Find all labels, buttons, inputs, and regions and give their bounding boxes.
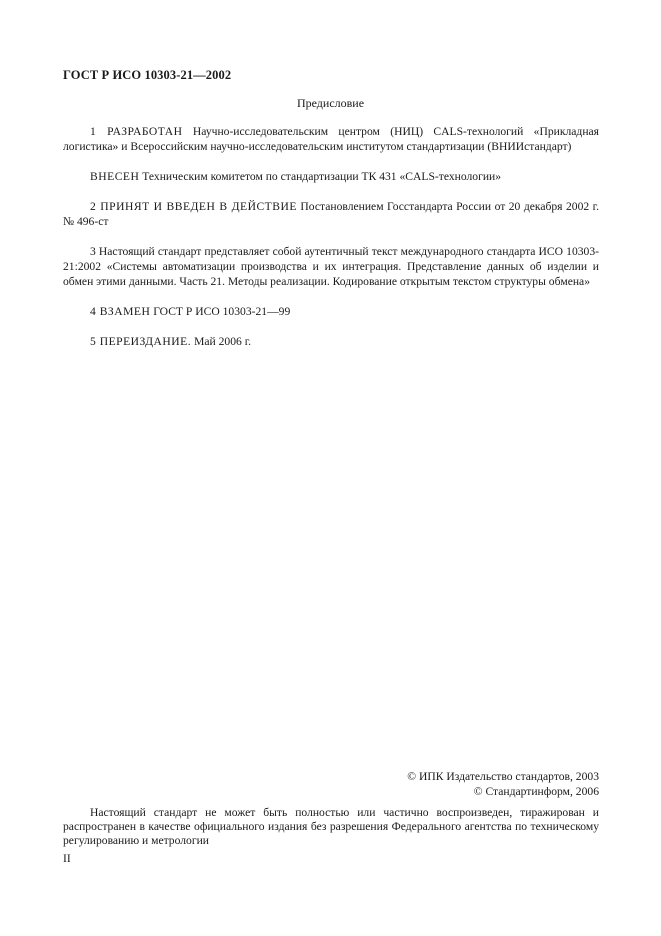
page-number: II <box>63 852 71 865</box>
preface-body <box>63 124 599 364</box>
preface-item-lead: ВНЕСЕН <box>90 170 140 183</box>
preface-item-lead: 2 ПРИНЯТ И ВВЕДЕН В ДЕЙСТВИЕ <box>90 200 297 213</box>
preface-title: Предисловие <box>296 96 365 110</box>
preface-item-text: ГОСТ Р ИСО 10303-21—99 <box>150 305 291 318</box>
preface-item-1 <box>63 124 599 154</box>
copyright-line-standartinform: © Стандартинформ, 2006 <box>473 785 599 798</box>
preface-item-2 <box>63 199 599 229</box>
preface-item-3 <box>63 244 599 289</box>
preface-item-text: 3 Настоящий стандарт представляет собой аутентичный текст международного стандарта ИСО 10303-21:2002 «Системы автоматизации производства и их интеграция. Представление данных об изделии и обмен этими данными. Часть 21. Методы реализации. Кодирование открытым текстом структуры обмена» <box>63 245 599 288</box>
preface-item-text: Научно-исследовательским центром (НИЦ) CALS-технологий «Прикладная логистика» и Всероссийским научно-исследовательским институтом стандартизации (ВНИИстандарт) <box>63 125 600 153</box>
preface-item-text: Май 2006 г. <box>191 335 252 348</box>
document-code: ГОСТ Р ИСО 10303-21—2002 <box>63 68 232 82</box>
reproduction-notice: Настоящий стандарт не может быть полностью или частично воспроизведен, тиражирован и распространен в качестве официального издания без разрешения Федерального агентства по техническому регулированию и метрологии <box>63 806 599 847</box>
preface-item-text: Техническим комитетом по стандартизации ТК 431 «CALS-технологии» <box>139 170 502 183</box>
preface-item-submitted <box>63 169 599 184</box>
copyright-block <box>300 769 599 799</box>
preface-item-lead: 1 РАЗРАБОТАН <box>90 125 183 138</box>
preface-item-lead: 4 ВЗАМЕН <box>90 305 151 318</box>
preface-item-5 <box>63 334 599 349</box>
preface-item-4 <box>63 304 599 319</box>
preface-item-text: Постановлением Госстандарта России от 20 декабря 2002 г. № 496-ст <box>63 200 599 228</box>
preface-item-lead: 5 ПЕРЕИЗДАНИЕ. <box>90 335 192 348</box>
copyright-line-publisher: © ИПК Издательство стандартов, 2003 <box>407 770 599 783</box>
